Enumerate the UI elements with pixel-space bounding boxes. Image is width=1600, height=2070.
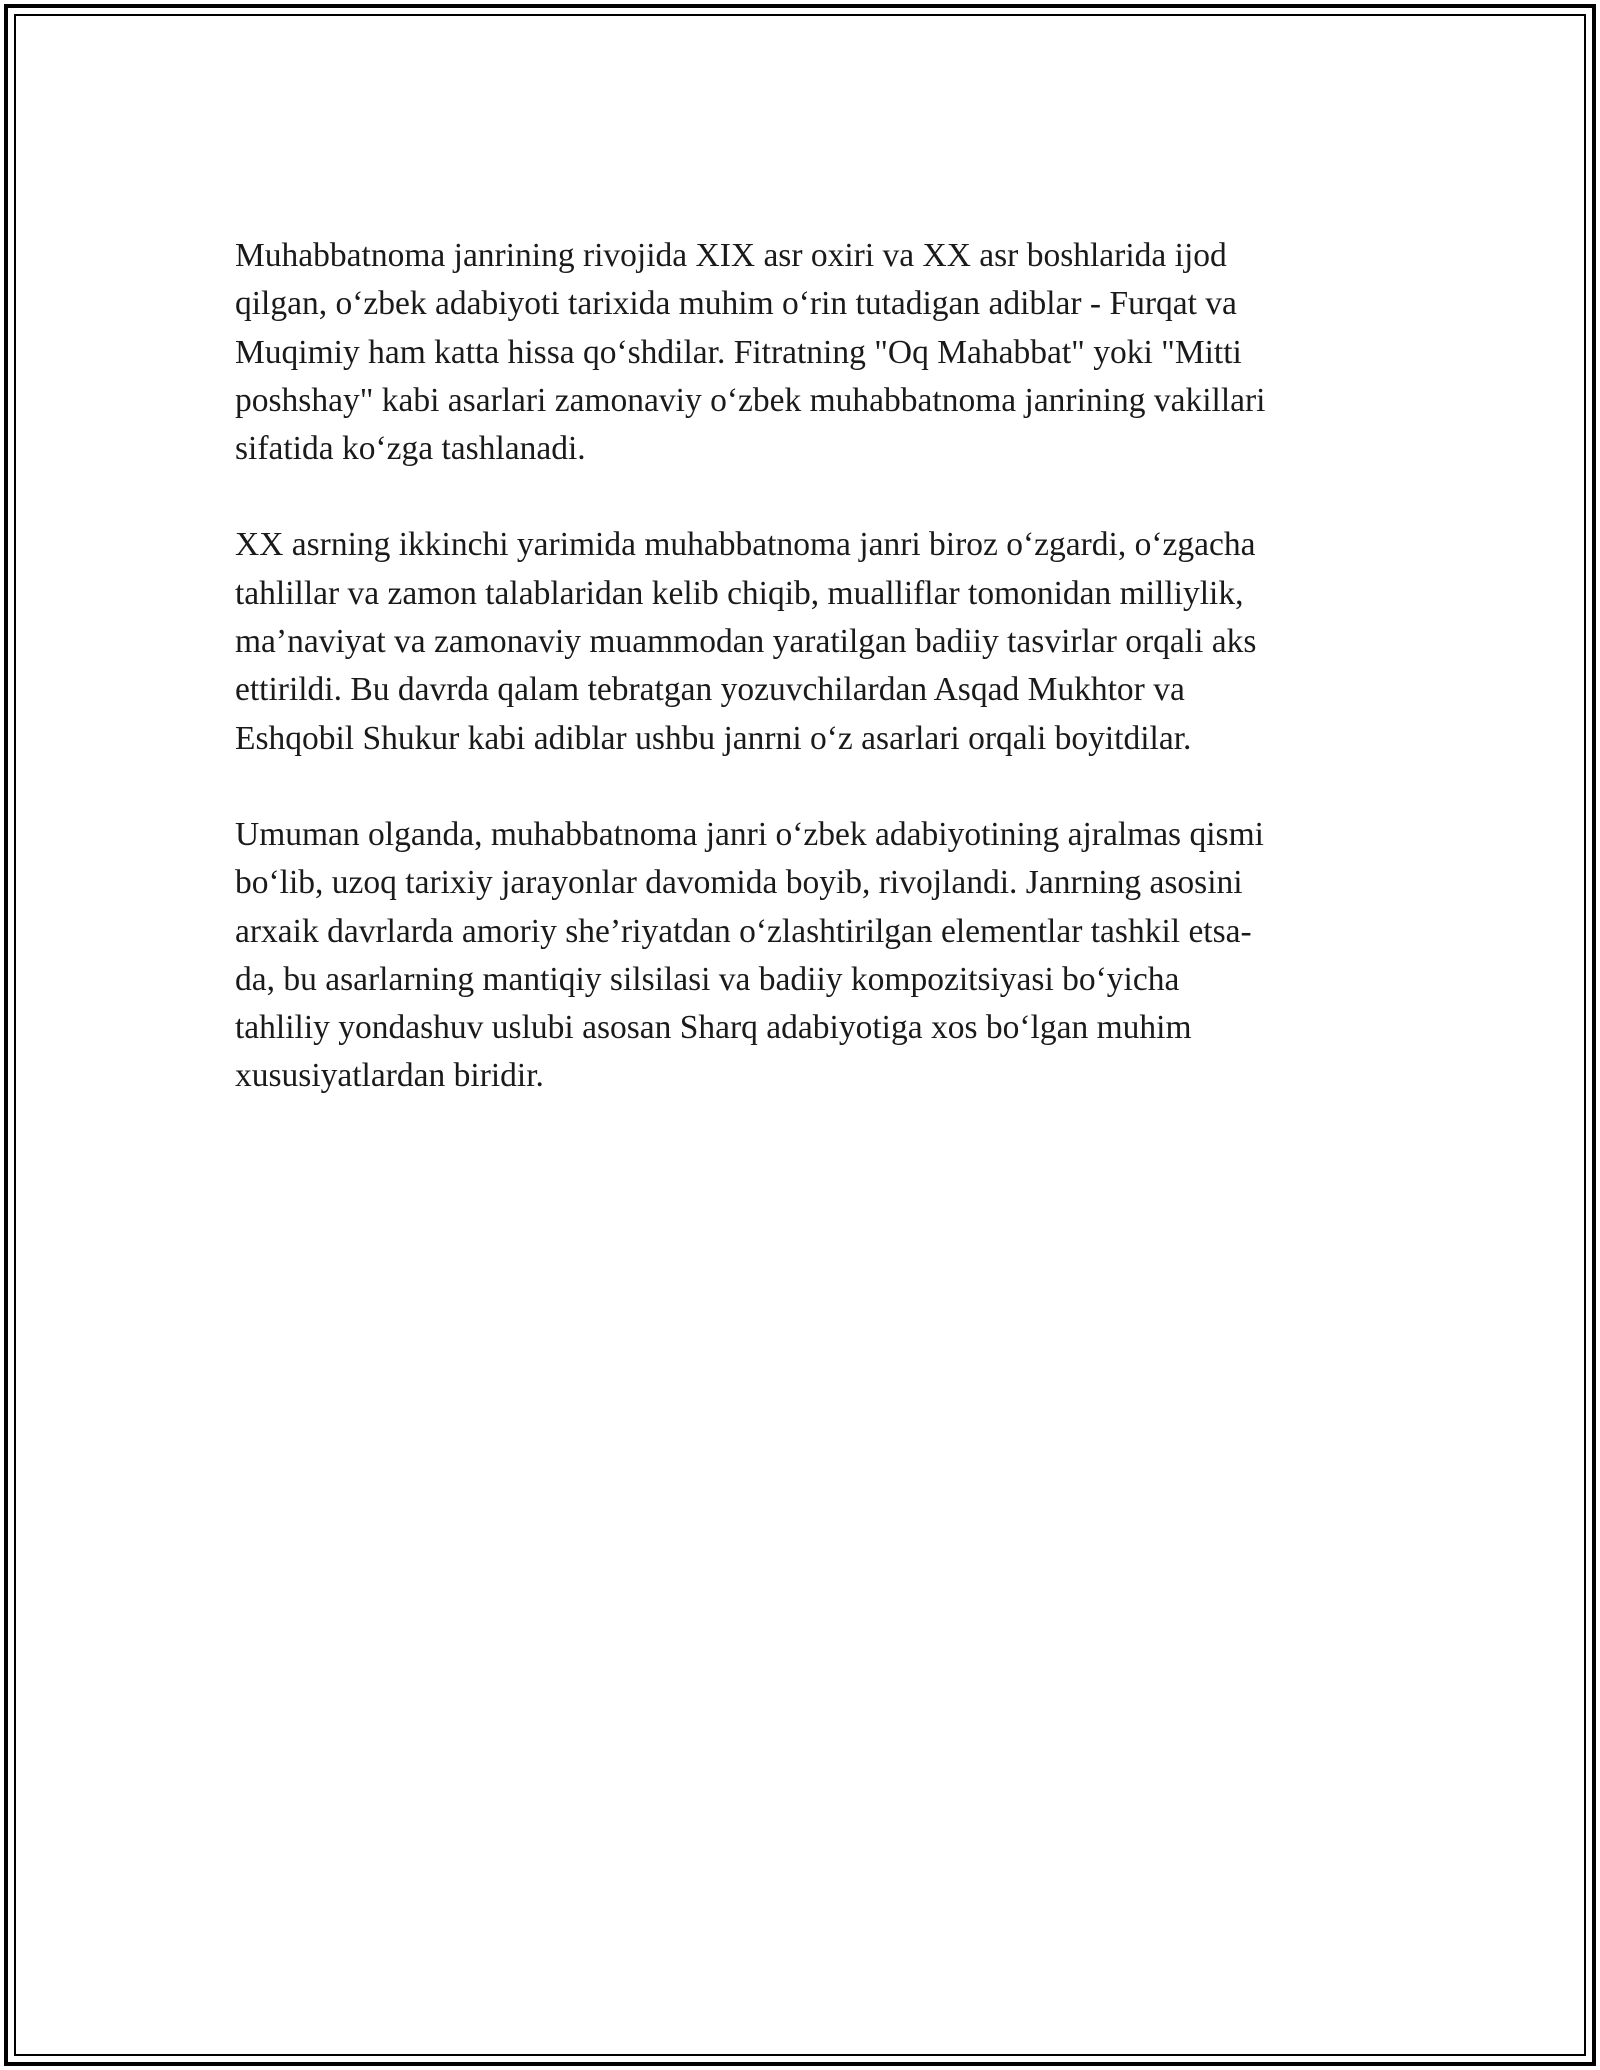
paragraph-line: tahliliy yondashuv uslubi asosan Sharq adabiyotiga xos bo‘lgan muhim [235, 1009, 1192, 1047]
paragraph-line: Muhabbatnoma janrining rivojida XIX asr oxiri va XX asr boshlarida ijod [235, 237, 1227, 274]
paragraph-line: ettirildi. Bu davrda qalam tebratgan yozuvchilardan Asqad Mukhtor va [235, 671, 1185, 709]
paragraph-line: ma’naviyat va zamonaviy muammodan yaratilgan badiiy tasvirlar orqali aks [235, 623, 1257, 661]
paragraph-line: sifatida ko‘zga tashlanadi. [235, 430, 586, 468]
paragraph-line: poshshay" kabi asarlari zamonaviy o‘zbek muhabbatnoma janrining vakillari [235, 381, 1266, 419]
paragraph-3 [235, 811, 1375, 1101]
paragraph-line: bo‘lib, uzoq tarixiy jarayonlar davomida boyib, rivojlandi. Janrning asosini [235, 864, 1243, 902]
paragraph-line: qilgan, o‘zbek adabiyoti tarixida muhim o‘rin tutadigan adiblar - Furqat va [235, 285, 1237, 323]
paragraph-line: arxaik davrlarda amoriy she’riyatdan o‘zlashtirilgan elementlar tashkil etsa- [235, 912, 1252, 950]
paragraph-line: Muqimiy ham katta hissa qo‘shdilar. Fitratning "Oq Mahabbat" yoki "Mitti [235, 333, 1242, 371]
paragraph-line: Eshqobil Shukur kabi adiblar ushbu janrni o‘z asarlari orqali boyitdilar. [235, 719, 1192, 757]
paragraph-2 [235, 521, 1375, 762]
document-body [235, 232, 1375, 1149]
paragraph-line: XX asrning ikkinchi yarimida muhabbatnoma janri biroz o‘zgardi, o‘zgacha [235, 526, 1256, 564]
paragraph-1 [235, 232, 1375, 473]
paragraph-line: tahlillar va zamon talablaridan kelib chiqib, mualliflar tomonidan milliylik, [235, 574, 1244, 612]
paragraph-line: da, bu asarlarning mantiqiy silsilasi va badiiy kompozitsiyasi bo‘yicha [235, 960, 1180, 998]
paragraph-line: xususiyatlardan biridir. [235, 1057, 544, 1095]
paragraph-line: Umuman olganda, muhabbatnoma janri o‘zbek adabiyotining ajralmas qismi [235, 815, 1264, 853]
